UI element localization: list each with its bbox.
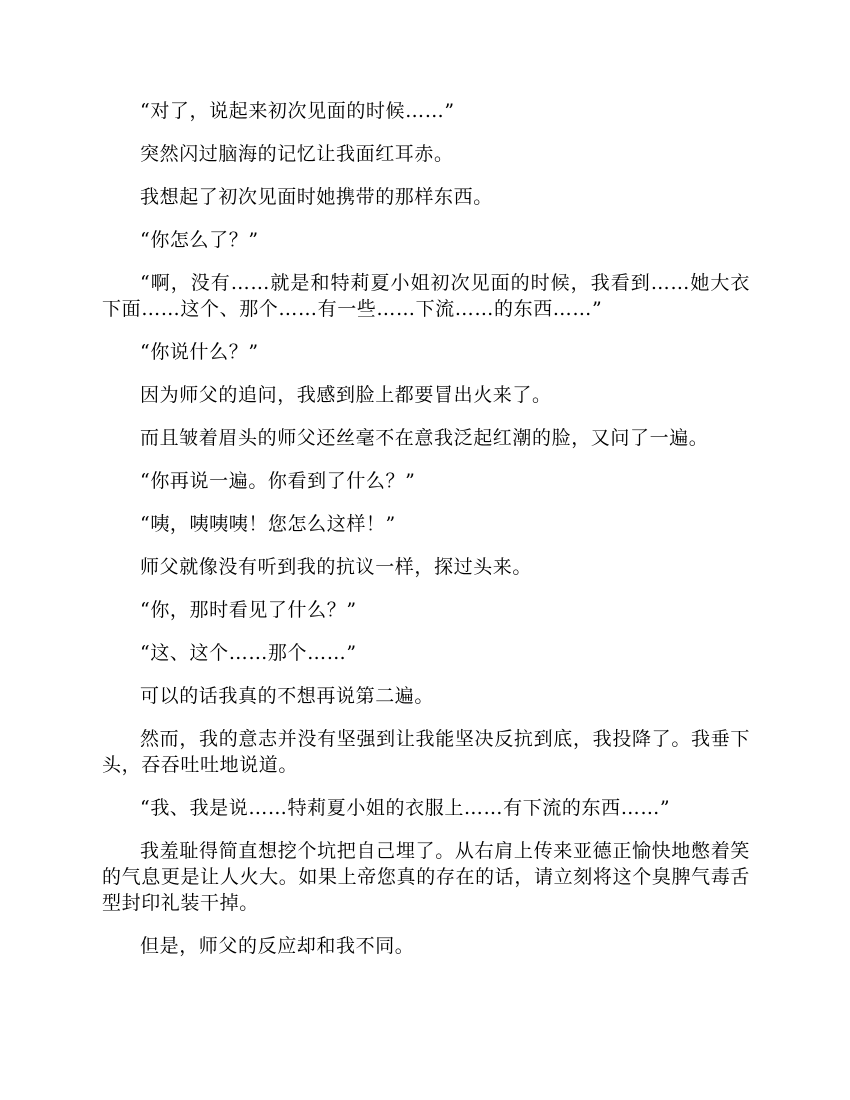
- paragraph: “你，那时看见了什么？”: [140, 599, 357, 621]
- paragraph: 我想起了初次见面时她携带的那样东西。: [140, 186, 493, 208]
- paragraph: “啊，没有……就是和特莉夏小姐初次见面的时候，我看到……她大衣下面……这个、那个……有一些……下流……的东西……”: [102, 272, 750, 320]
- paragraph: 然而，我的意志并没有坚强到让我能坚决反抗到底，我投降了。我垂下头，吞吞吐吐地说道。: [102, 728, 750, 776]
- paragraph: 因为师父的追问，我感到脸上都要冒出火来了。: [140, 384, 552, 406]
- document-body: [102, 98, 750, 976]
- paragraph: 我羞耻得简直想挖个坑把自己埋了。从右肩上传来亚德正愉快地憋着笑的气息更是让人火大。如果上帝您真的存在的话，请立刻将这个臭脾气毒舌型封印礼装干掉。: [102, 840, 750, 914]
- paragraph: 但是，师父的反应却和我不同。: [140, 935, 415, 957]
- paragraph: “你怎么了？”: [140, 229, 259, 251]
- paragraph: 而且皱着眉头的师父还丝毫不在意我泛起红潮的脸，又问了一遍。: [140, 427, 709, 449]
- paragraph: 师父就像没有听到我的抗议一样，探过头来。: [140, 556, 533, 578]
- paragraph: “咦，咦咦咦！您怎么这样！”: [140, 513, 396, 535]
- paragraph: “你说什么？”: [140, 341, 259, 363]
- paragraph: 可以的话我真的不想再说第二遍。: [140, 685, 435, 707]
- paragraph: 突然闪过脑海的记忆让我面红耳赤。: [140, 143, 454, 165]
- paragraph: “这、这个……那个……”: [140, 642, 357, 664]
- paragraph: “你再说一遍。你看到了什么？”: [140, 470, 416, 492]
- paragraph: “对了，说起来初次见面的时候……”: [140, 100, 455, 122]
- paragraph: “我、我是说……特莉夏小姐的衣服上……有下流的东西……”: [140, 797, 671, 819]
